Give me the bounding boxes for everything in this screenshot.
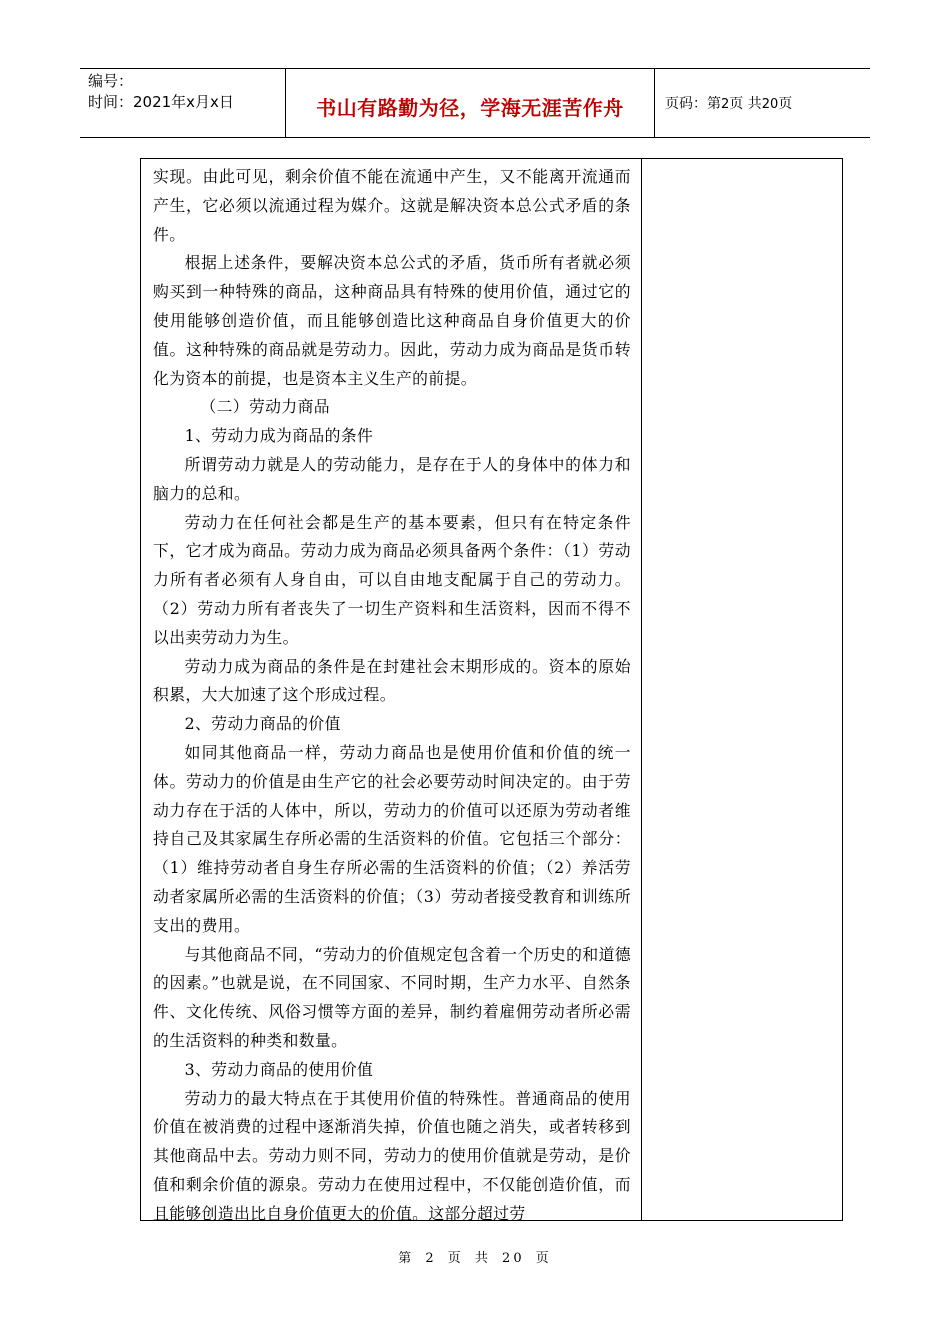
paragraph: 如同其他商品一样，劳动力商品也是使用价值和价值的统一体。劳动力的价值是由生产它的社会必要劳动时间决定的。由于劳动力存在于活的人体中，所以，劳动力的价值可以还原为劳动者维持自己及其家属生存所必需的生活资料的价值。它包括三个部分：（1）维持劳动者自身生存所必需的生活资料的价值；（2）养活劳动者家属所必需的生活资料的价值；（3）劳动者接受教育和训练所支出的费用。 — [153, 742, 631, 935]
page-total: 20 — [761, 97, 779, 112]
page-footer: 第 2 页 共 20 页 — [398, 1251, 552, 1266]
header-motto: 书山有路勤为径，学海无涯苦作舟 — [316, 96, 624, 120]
section-heading: （二）劳动力商品 — [200, 397, 330, 417]
page-prefix: 页码：第 — [665, 96, 721, 112]
subsection-heading: 2、劳动力商品的价值 — [184, 714, 341, 734]
main-text-column — [153, 163, 631, 1228]
page-mid: 页 共 — [729, 96, 762, 112]
paragraph: 劳动力在任何社会都是生产的基本要素，但只有在特定条件下，它才成为商品。劳动力成为商品必须具备两个条件：（1）劳动力所有者必须有人身自由，可以自由地支配属于自己的劳动力。（2）劳动力所有者丧失了一切生产资料和生活资料，因而不得不以出卖劳动力为生。 — [153, 512, 631, 647]
paragraph: 所谓劳动力就是人的劳动能力，是存在于人的身体中的体力和脑力的总和。 — [153, 454, 631, 503]
paragraph: 实现。由此可见，剩余价值不能在流通中产生，又不能离开流通而产生，它必须以流通过程为媒介。这就是解决资本总公式矛盾的条件。 — [153, 167, 631, 244]
content-table — [140, 158, 843, 1221]
header-meta — [80, 69, 285, 137]
page-suffix: 页 — [778, 96, 793, 112]
document-time-label: 时间：2021年x月x日 — [88, 93, 234, 111]
subsection-heading: 3、劳动力商品的使用价值 — [184, 1059, 374, 1079]
paragraph: 劳动力成为商品的条件是在封建社会末期形成的。资本的原始积累，大大加速了这个形成过程。 — [153, 656, 631, 705]
column-divider — [641, 159, 642, 1220]
paragraph: 劳动力的最大特点在于其使用价值的特殊性。普通商品的使用价值在被消费的过程中逐渐消失掉，价值也随之消失，或者转移到其他商品中去。劳动力则不同，劳动力的使用价值就是劳动，是价值和剩余价值的源泉。劳动力在使用过程中，不仅能创造价值，而且能够创造出比自身价值更大的价值。这部分超过劳 — [153, 1088, 631, 1223]
subsection-heading: 1、劳动力成为商品的条件 — [184, 426, 374, 446]
header-page-indicator — [655, 69, 870, 137]
paragraph: 与其他商品不同，“劳动力的价值规定包含着一个历史的和道德的因素。”也就是说，在不同国家、不同时期，生产力水平、自然条件、文化传统、风俗习惯等方面的差异，制约着雇佣劳动者所必需的生活资料的种类和数量。 — [153, 944, 631, 1050]
header-motto-cell — [285, 69, 655, 137]
page-current: 2 — [721, 97, 730, 112]
page-header — [80, 68, 870, 138]
document-number-label: 编号： — [88, 72, 134, 90]
paragraph: 根据上述条件，要解决资本总公式的矛盾，货币所有者就必须购买到一种特殊的商品，这种商品具有特殊的使用价值，通过它的使用能够创造价值，而且能够创造比这种商品自身价值更大的价值。这种特殊的商品就是劳动力。因此，劳动力成为商品是货币转化为资本的前提，也是资本主义生产的前提。 — [153, 253, 631, 388]
